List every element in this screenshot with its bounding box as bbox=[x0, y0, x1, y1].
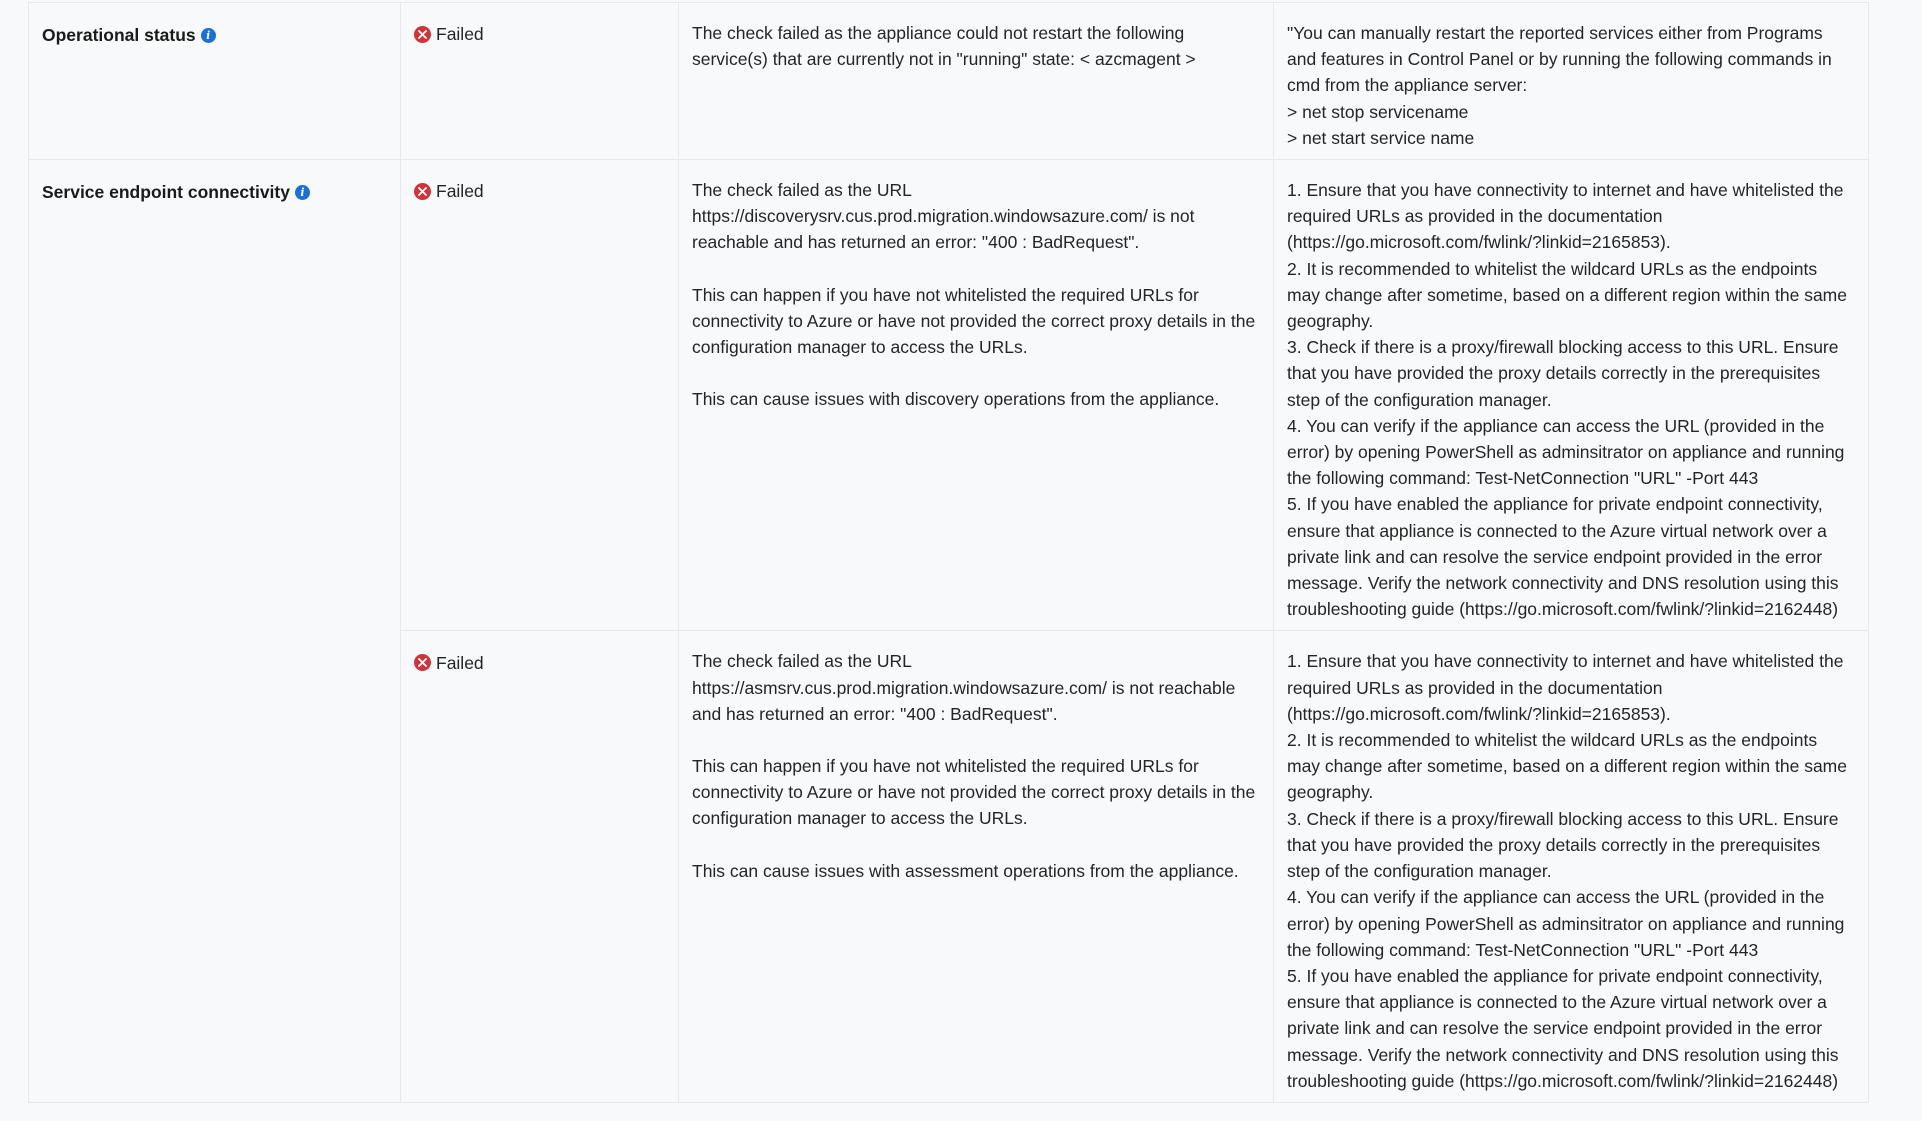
error-circle-icon bbox=[414, 26, 431, 43]
description-text: The check failed as the URL https://discoverysrv.cus.prod.migration.windowsazure.com/ is not reachable and has returned an error: "400 : BadRequest". bbox=[692, 180, 1200, 253]
recommendation-line: "You can manually restart the reported services either from Programs and features in Control Panel or by running the following commands in cmd from the appliance server: bbox=[1287, 23, 1832, 96]
status-label: Failed bbox=[436, 181, 484, 202]
status-cell bbox=[401, 631, 679, 1102]
check-name-label: Operational status bbox=[42, 25, 196, 45]
recommendation-cell bbox=[1274, 160, 1869, 631]
checks-table bbox=[28, 2, 1869, 1103]
table-row bbox=[29, 3, 1869, 160]
status-cell bbox=[401, 3, 679, 160]
recommendation-line: 3. Check if there is a proxy/firewall blocking access to this URL. Ensure that you have provided the proxy details correctly in the prerequisites step of the configuration manager. bbox=[1287, 808, 1839, 882]
description-cell bbox=[679, 3, 1274, 160]
info-icon[interactable]: i bbox=[201, 28, 216, 43]
recommendation-line: 2. It is recommended to whitelist the wildcard URLs as the endpoints may change after sometime, based on a different region within the same geography. bbox=[1287, 258, 1847, 332]
description-cell bbox=[679, 160, 1274, 631]
recommendation-cell bbox=[1274, 631, 1869, 1102]
recommendation-line: 1. Ensure that you have connectivity to internet and have whitelisted the required URLs as provided in the documentation (https://go.microsoft.com/fwlink/?linkid=2165853). bbox=[1287, 180, 1844, 253]
check-name bbox=[42, 179, 310, 205]
recommendation-line: > net start service name bbox=[1287, 127, 1475, 148]
description-text: This can cause issues with discovery operations from the appliance. bbox=[692, 389, 1220, 410]
error-circle-icon bbox=[414, 654, 431, 671]
description-text: This can cause issues with assessment operations from the appliance. bbox=[692, 860, 1239, 881]
info-icon[interactable]: i bbox=[295, 185, 310, 200]
recommendation-line: 5. If you have enabled the appliance for private endpoint connectivity, ensure that appliance is connected to the Azure virtual network over a private link and can resolve the service endpoint provided in the error message. Verify the network connectivity and DNS resolution using this troubleshooting guide (https://go.microsoft.com/fwlink/?linkid=2162448) bbox=[1287, 494, 1839, 620]
status-badge bbox=[414, 650, 484, 676]
check-name-cell bbox=[29, 3, 401, 160]
recommendation-line: 1. Ensure that you have connectivity to internet and have whitelisted the required URLs as provided in the documentation (https://go.microsoft.com/fwlink/?linkid=2165853). bbox=[1287, 651, 1844, 724]
description-text: This can happen if you have not whitelisted the required URLs for connectivity to Azure or have not provided the correct proxy details in the configuration manager to access the URLs. bbox=[692, 284, 1261, 358]
status-badge bbox=[414, 21, 484, 47]
description-text: The check failed as the URL https://asmsrv.cus.prod.migration.windowsazure.com/ is not reachable and has returned an error: "400 : BadRequest". bbox=[692, 651, 1241, 724]
check-name-cell bbox=[29, 160, 401, 1103]
check-name bbox=[42, 22, 216, 48]
description-cell bbox=[679, 631, 1274, 1102]
description-text: The check failed as the appliance could not restart the following service(s) that are currently not in "running" state: < azcmagent > bbox=[692, 23, 1196, 70]
status-badge bbox=[414, 178, 484, 204]
table-row bbox=[29, 160, 1869, 631]
check-name-label: Service endpoint connectivity bbox=[42, 182, 290, 203]
recommendation-line: 2. It is recommended to whitelist the wildcard URLs as the endpoints may change after sometime, based on a different region within the same geography. bbox=[1287, 730, 1847, 803]
description-text: This can happen if you have not whitelisted the required URLs for connectivity to Azure or have not provided the correct proxy details in the configuration manager to access the URLs. bbox=[692, 756, 1261, 829]
status-label: Failed bbox=[436, 24, 484, 45]
status-label: Failed bbox=[436, 652, 484, 673]
recommendation-line: 4. You can verify if the appliance can access the URL (provided in the error) by opening PowerShell as adminsitrator on appliance and running the following command: Test-NetConnection "URL" -Port 443 bbox=[1287, 415, 1845, 489]
recommendation-line: 5. If you have enabled the appliance for private endpoint connectivity, ensure that appliance is connected to the Azure virtual network over a private link and can resolve the service endpoint provided in the error message. Verify the network connectivity and DNS resolution using this troubleshooting guide (https://go.microsoft.com/fwlink/?linkid=2162448) bbox=[1287, 965, 1839, 1091]
recommendation-line: 3. Check if there is a proxy/firewall blocking access to this URL. Ensure that you have provided the proxy details correctly in the prerequisites step of the configuration manager. bbox=[1287, 337, 1839, 410]
error-circle-icon bbox=[414, 183, 431, 200]
status-cell bbox=[401, 160, 679, 631]
recommendation-line: 4. You can verify if the appliance can access the URL (provided in the error) by opening PowerShell as adminsitrator on appliance and running the following command: Test-NetConnection "URL" -Port 443 bbox=[1287, 887, 1845, 960]
recommendation-cell bbox=[1274, 3, 1869, 160]
recommendation-line: > net stop servicename bbox=[1287, 101, 1469, 122]
